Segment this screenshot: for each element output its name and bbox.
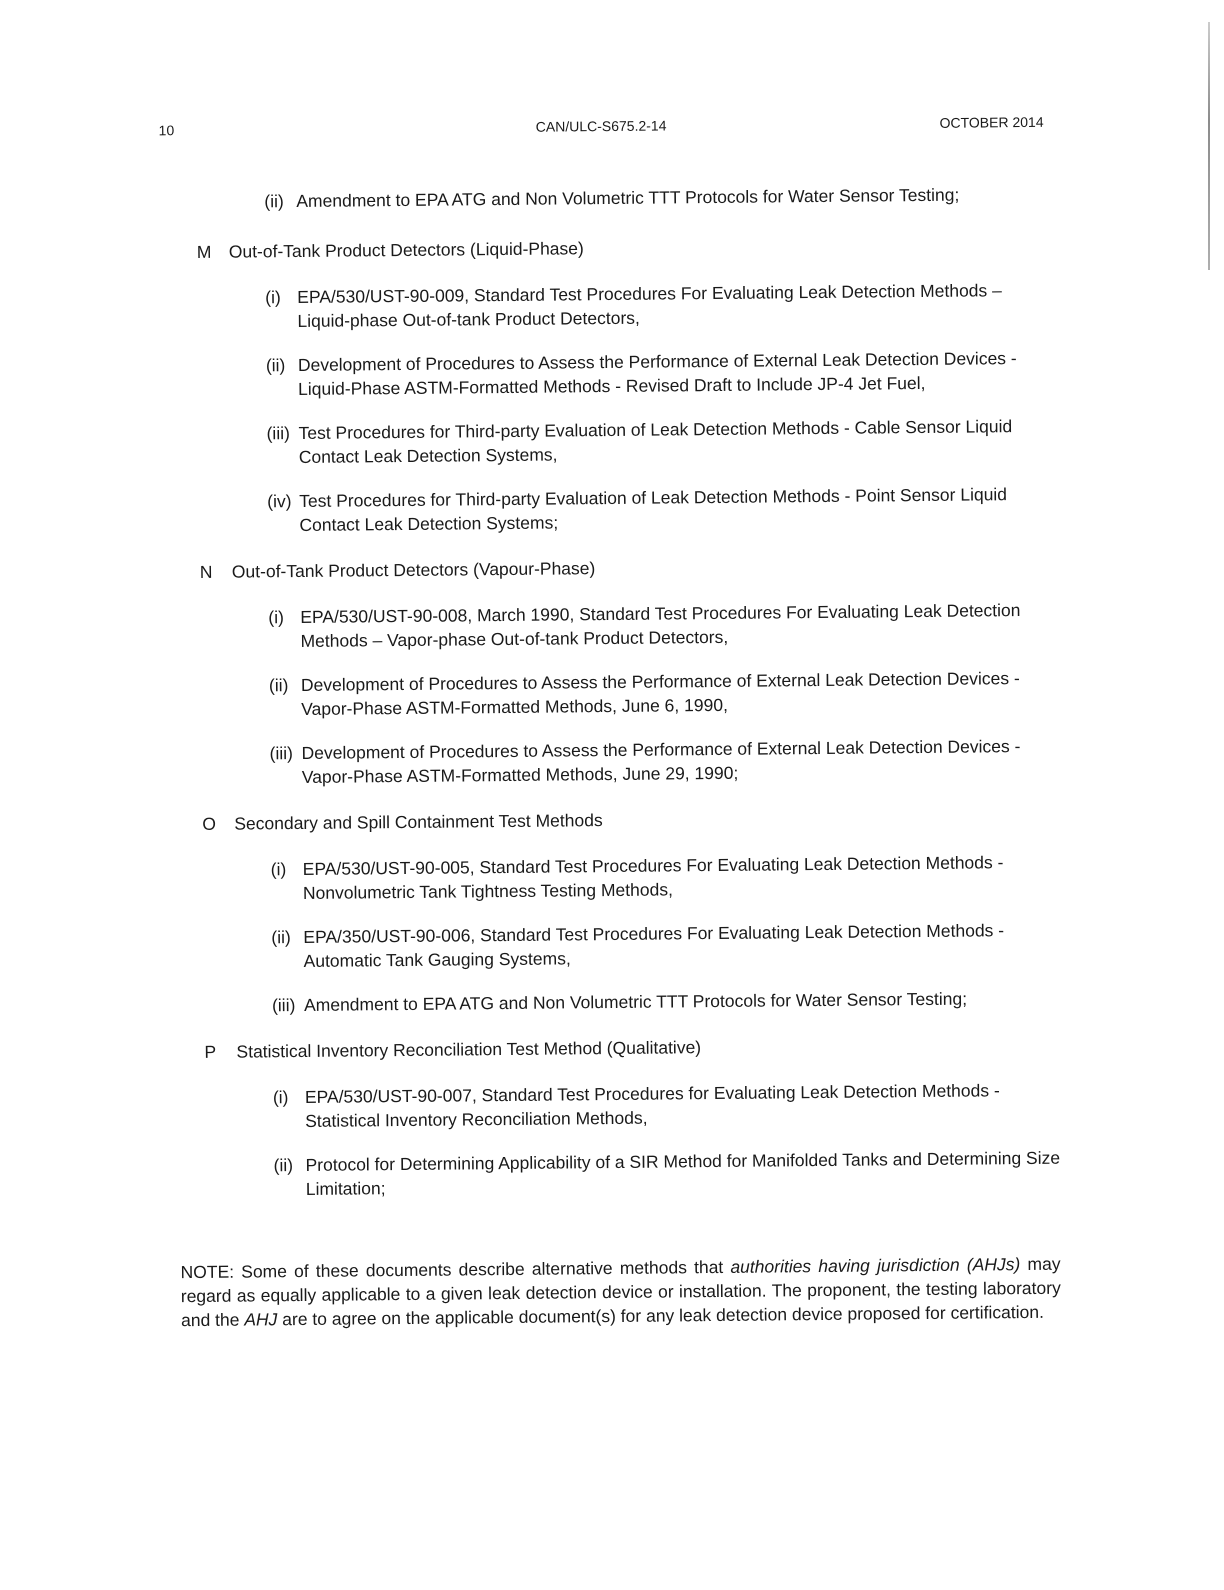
list-item [202,986,1062,1018]
list-item [203,1146,1063,1202]
document-body [194,182,1064,1222]
list-item [201,918,1061,974]
item-marker: (i) [268,607,284,628]
list-item [195,278,1055,334]
item-marker: (ii) [273,1155,294,1176]
item-text: Development of Procedures to Assess the Performance of External Leak Detection Devices - Vapor-Phase ASTM-Formatted Methods, June 29, 1990; [301,736,1021,787]
page-number: 10 [158,122,175,139]
section-title: Out-of-Tank Product Detectors (Vapour-Phase) [231,558,596,582]
item-text: Development of Procedures to Assess the Performance of External Leak Detection Devices - Liquid-Phase ASTM-Formatted Methods - Revised Draft to Include JP-4 Jet Fuel, [297,348,1017,399]
note-text: NOTE: Some of these documents describe alternative methods that [180,1256,731,1282]
item-marker: (iii) [269,743,294,764]
section-m [195,232,1055,264]
item-text: EPA/530/UST-90-005, Standard Test Procedures For Evaluating Leak Detection Methods - Nonvolumetric Tank Tightness Testing Methods, [302,852,1004,903]
document-date: OCTOBER 2014 [939,113,1044,131]
note-paragraph [180,1251,1061,1331]
section-title: Out-of-Tank Product Detectors (Liquid-Phase) [228,238,584,262]
item-marker: (ii) [265,355,286,376]
item-text: EPA/530/UST-90-007, Standard Test Procedures for Evaluating Leak Detection Methods - Statistical Inventory Reconciliation Methods, [304,1080,1000,1131]
item-marker: (i) [272,1087,289,1108]
note-emphasis: AHJ [244,1308,278,1330]
item-text: EPA/350/UST-90-006, Standard Test Procedures For Evaluating Leak Detection Methods - Automatic Tank Gauging Systems, [303,920,1005,971]
note-text: are to agree on the applicable document(s) for any leak detection device proposed for certification. [277,1301,1044,1329]
list-item [200,734,1060,790]
item-text: Amendment to EPA ATG and Non Volumetric TTT Protocols for Water Sensor Testing; [296,184,960,212]
note-emphasis: authorities having jurisdiction (AHJs) [730,1253,1021,1277]
document-id: CAN/ULC-S675.2-14 [535,117,667,135]
page-header [159,114,1044,144]
list-item [201,850,1061,906]
list-item [199,666,1059,722]
list-item [196,346,1056,402]
item-marker: (iii) [266,423,290,444]
item-text: Test Procedures for Third-party Evaluation of Leak Detection Methods - Cable Sensor Liquid Contact Leak Detection Systems, [298,416,1013,467]
section-letter: P [204,1041,217,1062]
item-text: Development of Procedures to Assess the Performance of External Leak Detection Devices - Vapor-Phase ASTM-Formatted Methods, June 6, 1990, [300,668,1020,719]
item-marker: (ii) [268,675,289,696]
list-item [197,482,1057,538]
item-text: Protocol for Determining Applicability of a SIR Method for Manifolded Tanks and Determining Size Limitation; [305,1147,1061,1199]
list-item [194,182,1054,214]
item-marker: (ii) [264,191,284,212]
item-marker: (i) [265,287,281,308]
section-letter: N [199,561,213,582]
section-o [200,804,1060,836]
item-text: Test Procedures for Third-party Evaluation of Leak Detection Methods - Point Sensor Liquid Contact Leak Detection Systems; [299,484,1008,535]
list-item [198,598,1058,654]
list-item [196,414,1056,470]
item-marker: (ii) [271,927,291,948]
item-marker: (iv) [267,491,292,512]
note-text: may regard as equally applicable to a given leak detection device or installation. The proponent, the testing laboratory and the [180,1253,1061,1330]
list-item [203,1078,1063,1134]
section-letter: M [196,241,212,262]
item-text: EPA/530/UST-90-009, Standard Test Procedures For Evaluating Leak Detection Methods – Liquid-phase Out-of-tank Product Detectors, [297,280,1002,331]
item-marker: (i) [270,859,287,880]
section-letter: O [202,813,217,834]
section-title: Statistical Inventory Reconciliation Test Method (Qualitative) [236,1037,702,1062]
section-p [202,1032,1062,1064]
section-n [198,552,1058,584]
section-title: Secondary and Spill Containment Test Methods [234,810,603,834]
item-text: EPA/530/UST-90-008, March 1990, Standard Test Procedures For Evaluating Leak Detection Methods – Vapor-phase Out-of-tank Product Detectors, [300,600,1021,651]
item-text: Amendment to EPA ATG and Non Volumetric TTT Protocols for Water Sensor Testing; [303,988,968,1015]
item-marker: (iii) [271,995,296,1016]
